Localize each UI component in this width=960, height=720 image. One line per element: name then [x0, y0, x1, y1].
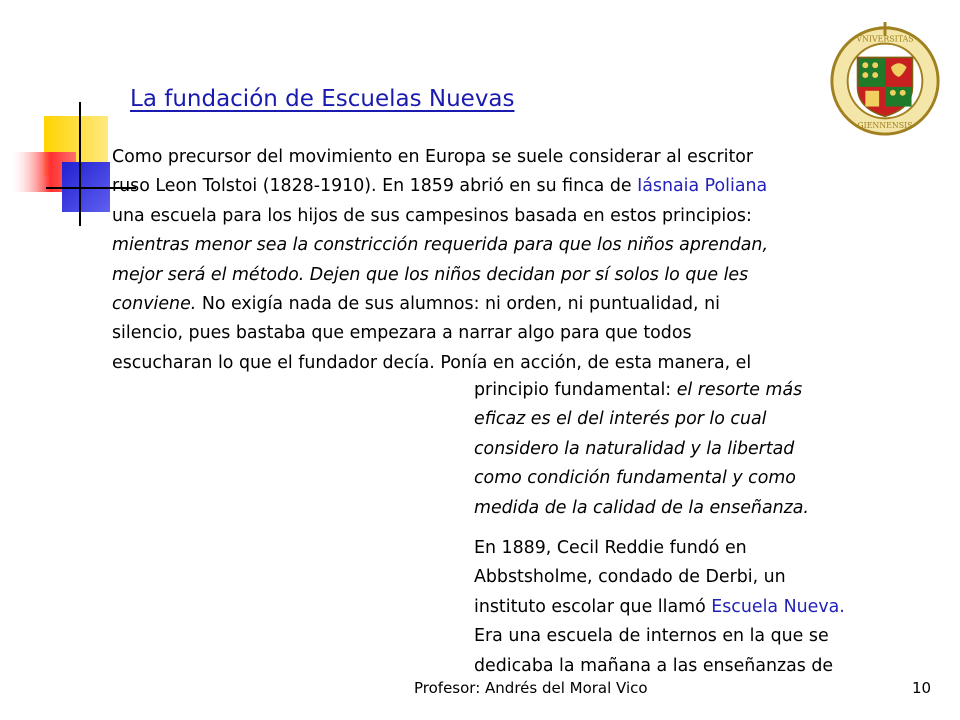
text-line: silencio, pues bastaba que empezara a narrar algo para que todos	[112, 323, 692, 344]
text-line-italic: eficaz es el del interés por lo cual	[474, 409, 767, 430]
seal-text-top: VNIVERSITAS	[856, 34, 914, 44]
text-segment-italic: conviene.	[112, 294, 197, 315]
text-line	[474, 593, 934, 622]
iasnaia-poliana-link: Iásnaia Poliana	[637, 176, 768, 197]
paragraph-principle	[474, 376, 914, 523]
footer-author: Profesor: Andrés del Moral Vico	[414, 679, 648, 697]
text-line: Abbstsholme, condado de Derbi, un	[474, 567, 786, 588]
text-segment: principio fundamental:	[474, 380, 677, 400]
slide-footer	[0, 679, 960, 701]
text-line: Era una escuela de internos en la que se	[474, 626, 829, 647]
text-line-italic: mejor será el método. Dejen que los niños decidan por sí solos lo que les	[112, 264, 749, 285]
paragraph-reddie	[474, 534, 934, 681]
text-line: Como precursor del movimiento en Europa se suele considerar al escritor	[112, 147, 754, 167]
text-line-italic: como condición fundamental y como	[474, 468, 796, 489]
text-line: escucharan lo que el fundador decía. Ponía en acción, de esta manera, el	[112, 352, 752, 373]
text-segment: instituto escolar que llamó	[474, 596, 712, 617]
text-line-italic: medida de la calidad de la enseñanza.	[474, 497, 809, 518]
paragraph-tolstoi	[112, 143, 902, 378]
text-line-italic: mientras menor sea la constricción requerida para que los niños aprendan,	[112, 235, 768, 256]
seal-text-bottom: GIENNENSIS	[857, 121, 913, 131]
text-line	[112, 172, 902, 201]
text-segment: ruso Leon Tolstoi (1828-1910). En 1859 abrió en su finca de	[112, 176, 638, 197]
university-seal-logo	[826, 20, 944, 138]
text-line	[474, 376, 914, 405]
text-line: En 1889, Cecil Reddie fundó en	[474, 538, 747, 558]
text-segment: No exigía nada de sus alumnos: ni orden, ni puntualidad, ni	[196, 294, 720, 315]
text-line: una escuela para los hijos de sus campesinos basada en estos principios:	[112, 205, 752, 226]
text-segment-italic: el resorte más	[676, 380, 803, 400]
escuela-nueva-link: Escuela Nueva.	[711, 596, 845, 617]
text-line	[112, 290, 902, 319]
page-number: 10	[912, 679, 932, 697]
slide-title: La fundación de Escuelas Nuevas	[130, 86, 515, 112]
text-line: dedicaba la mañana a las enseñanzas de	[474, 655, 834, 676]
text-line-italic: considero la naturalidad y la libertad	[474, 438, 795, 459]
